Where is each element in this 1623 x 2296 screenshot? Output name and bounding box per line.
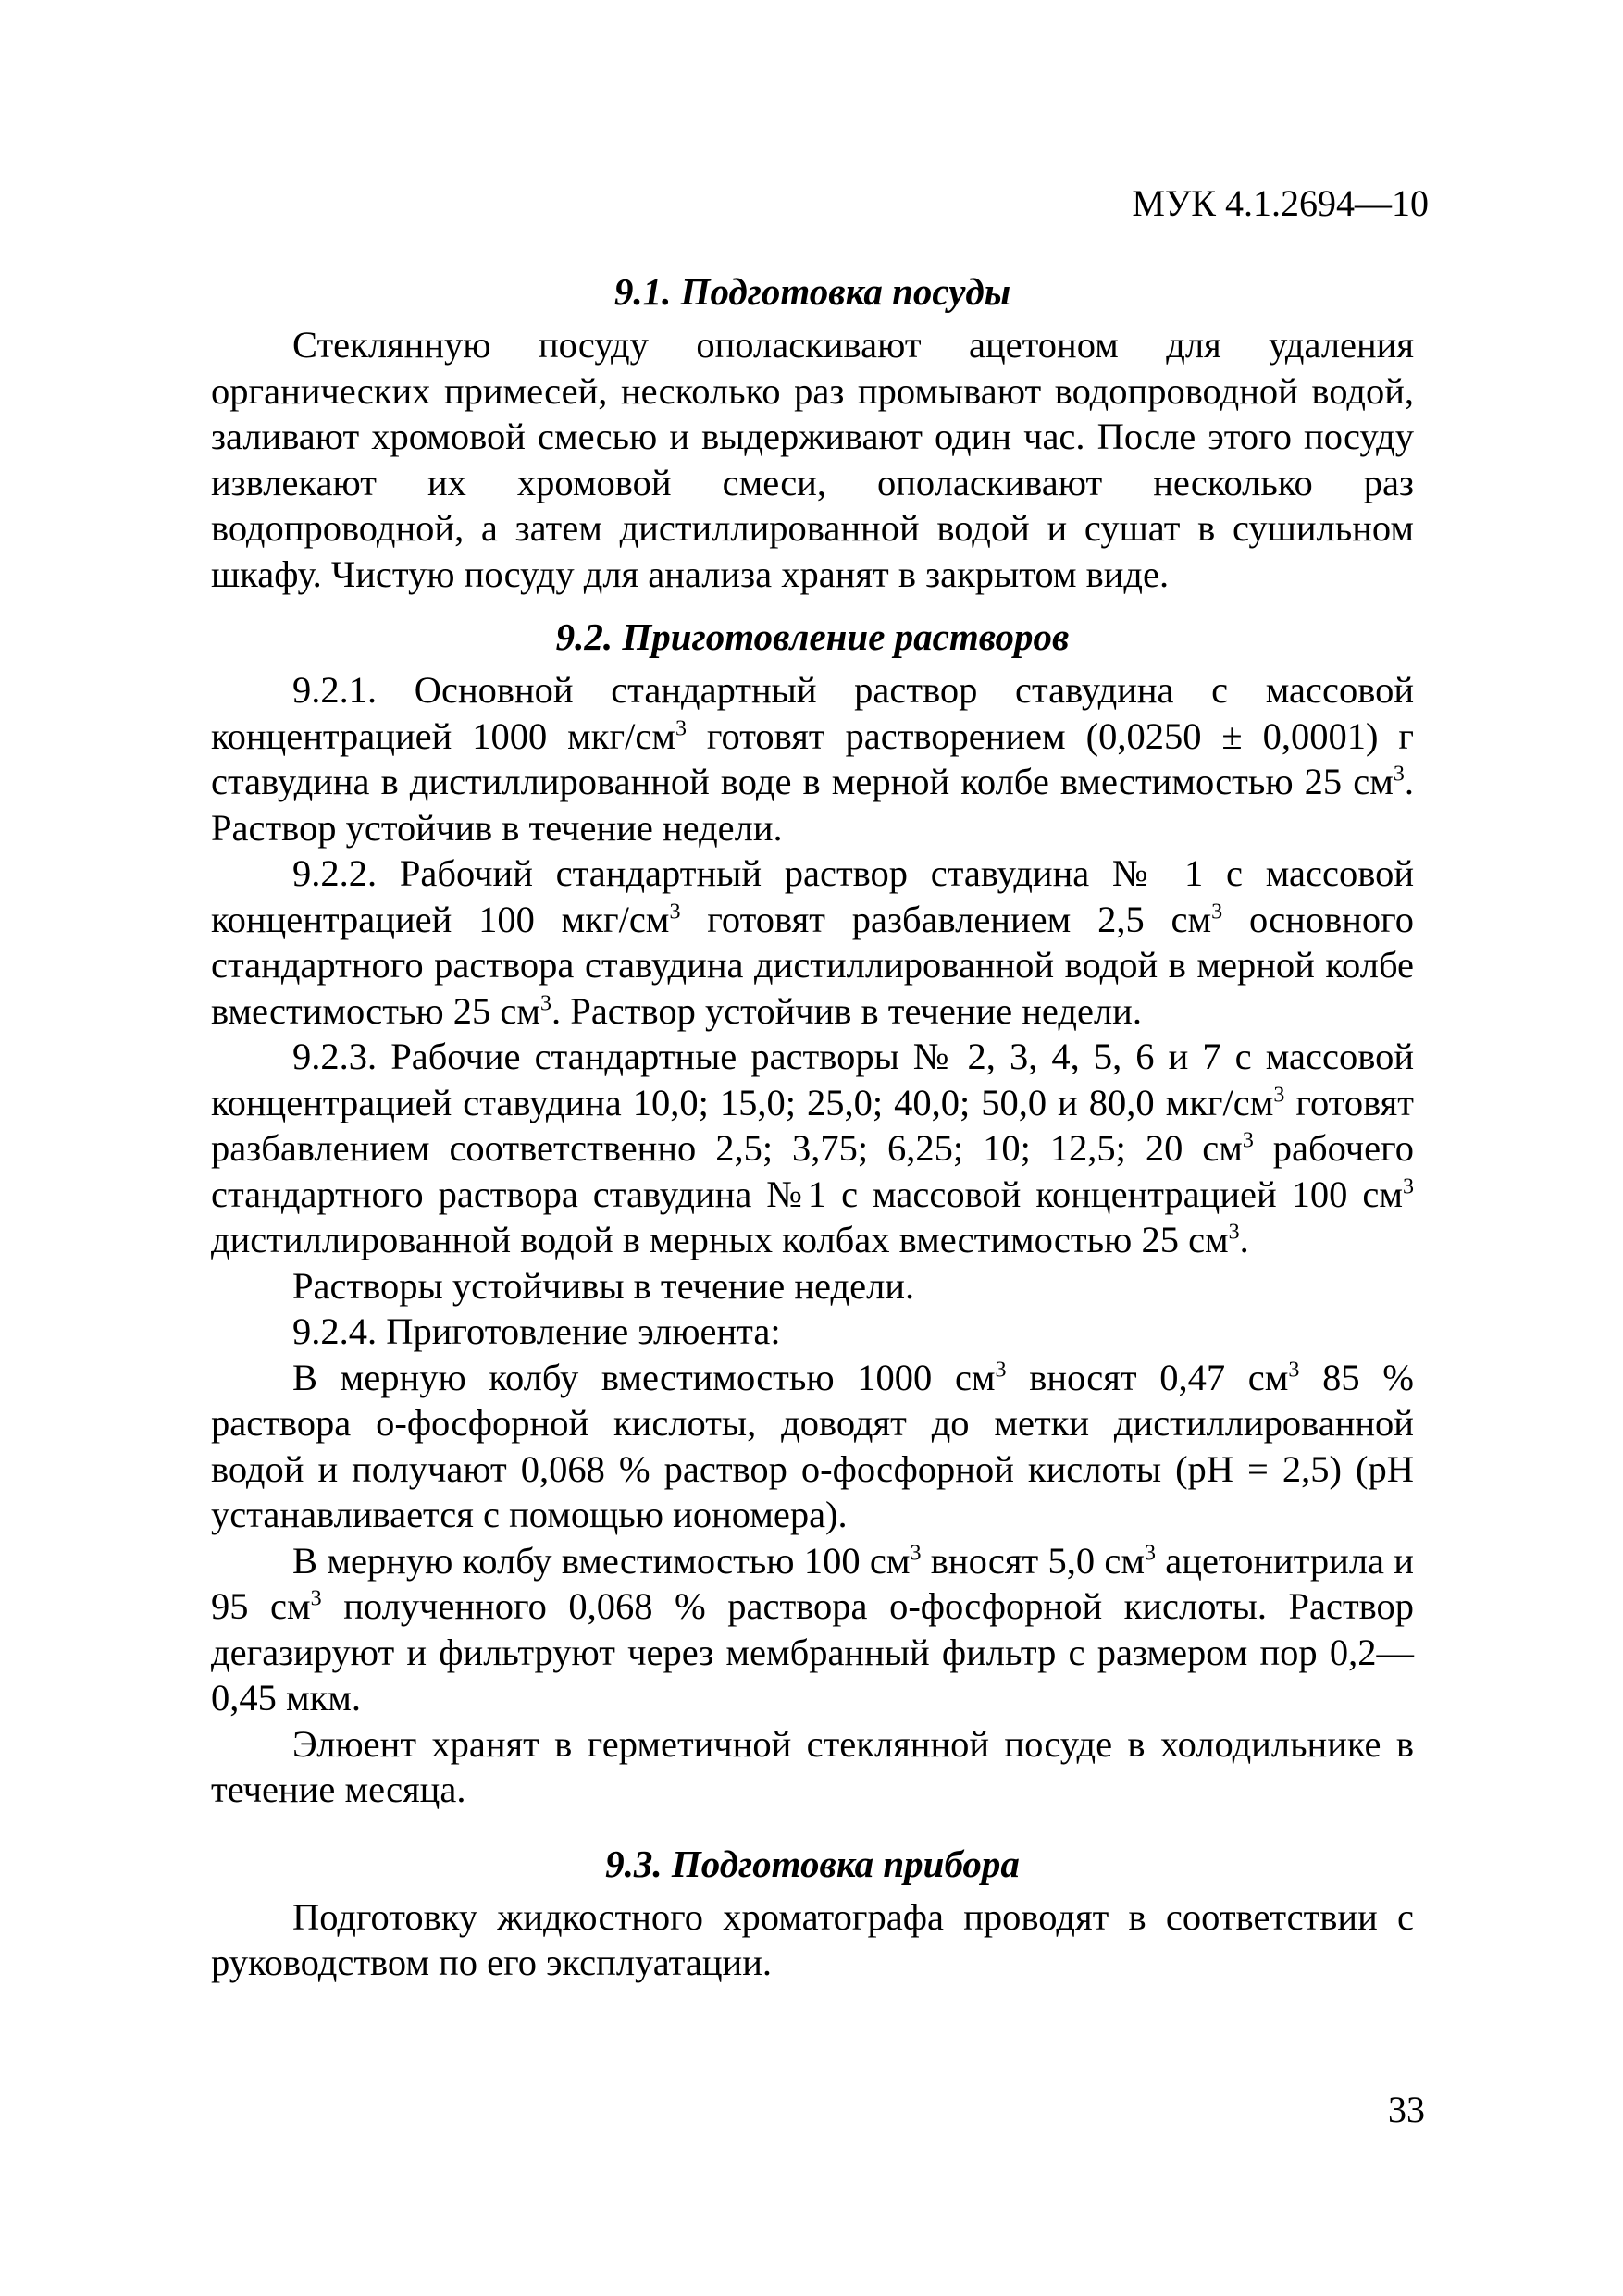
paragraph-9-2-3 bbox=[211, 1034, 1414, 1263]
superscript: 3 bbox=[1288, 1358, 1300, 1382]
text: готовят разбавлением 2,5 см bbox=[680, 898, 1212, 940]
superscript: 3 bbox=[1242, 1128, 1254, 1153]
text: вносят 0,47 см bbox=[1006, 1356, 1289, 1398]
paragraph-eluent-acid bbox=[211, 1355, 1414, 1538]
text: готовят растворением (0,0250 ± 0,0001) г ставудина в дистиллированной воде в мерной колбе вместимостью 25 см bbox=[211, 714, 1415, 802]
paragraph-stability: Растворы устойчивы в течение недели. bbox=[292, 1264, 915, 1307]
text: . Раствор устойчив в течение недели. bbox=[211, 761, 1414, 849]
text: 9.2.3. Рабочие стандартные растворы № 2, 3, 4, 5, 6 и 7 с массовой концентрацией ставудина 10,0; 15,0; 25,0; 40,0; 50,0 и 80,0 мкг/см bbox=[211, 1036, 1414, 1123]
paragraph-9-2-2 bbox=[211, 850, 1414, 1034]
text: готовят разбавлением соответственно 2,5; 3,75; 6,25; 10; 12,5; 20 см bbox=[211, 1081, 1414, 1169]
section-title-9-2: 9.2. Приготовление растворов bbox=[555, 615, 1070, 658]
text: . bbox=[1239, 1219, 1249, 1260]
paragraph-eluent-mix bbox=[211, 1538, 1414, 1721]
text: рабочего стандартного раствора ставудина №1 с массовой концентрацией 100 см bbox=[211, 1127, 1414, 1215]
superscript: 3 bbox=[669, 900, 681, 924]
paragraph-glassware: Стеклянную посуду ополаскивают ацетоном для удаления органических примесей, несколько раз промывают водопроводной водой, заливают хромовой смесью и выдерживают один час. После этого посуду извлекают их хромовой смеси, ополаскивают несколько раз водопроводной, а затем дистиллированной водой и сушат в сушильном шкафу. Чистую посуду для анализа хранят в закрытом виде. bbox=[211, 324, 1414, 595]
paragraph-instrument: Подготовку жидкостного хроматографа проводят в соответствии с руководством по его эксплуатации. bbox=[211, 1895, 1414, 1983]
superscript: 3 bbox=[310, 1586, 322, 1611]
section-title-9-1: 9.1. Подготовка посуды bbox=[613, 270, 1011, 313]
page-content bbox=[211, 268, 1414, 1986]
text: вносят 5,0 см bbox=[921, 1539, 1145, 1582]
text: дистиллированной водой в мерных колбах вместимостью 25 см bbox=[211, 1219, 1229, 1260]
text: В мерную колбу вместимостью 100 см bbox=[292, 1539, 911, 1582]
text: 85 % раствора о-фосфорной кислоты, доводят до метки дистиллированной водой и получают 0,068 % раствор о-фосфорной кислоты (рН = 2,5) (рН устанавливается с помощью иономера). bbox=[211, 1356, 1414, 1535]
paragraph-9-2-1 bbox=[211, 667, 1414, 850]
section-title-9-3: 9.3. Подготовка прибора bbox=[605, 1842, 1020, 1885]
text: полученного 0,068 % раствора о-фосфорной кислоты. Раствор дегазируют и фильтруют через мембранный фильтр с размером пор 0,2—0,45 мкм. bbox=[211, 1585, 1415, 1719]
superscript: 3 bbox=[675, 716, 687, 740]
superscript: 3 bbox=[1211, 900, 1223, 924]
page-number: 33 bbox=[1388, 2089, 1425, 2130]
superscript: 3 bbox=[1393, 762, 1405, 787]
superscript: 3 bbox=[1273, 1083, 1285, 1107]
superscript: 3 bbox=[910, 1541, 922, 1565]
text: основного стандартного раствора ставудина дистиллированной водой в мерной колбе вместимостью 25 см bbox=[211, 898, 1414, 1032]
superscript: 3 bbox=[1145, 1541, 1156, 1565]
superscript: 3 bbox=[1403, 1174, 1414, 1198]
superscript: 3 bbox=[1228, 1220, 1240, 1245]
text: 9.2.2. Рабочий стандартный раствор ставудина № 1 с массовой концентрацией 100 мкг/см bbox=[211, 852, 1414, 940]
text: ацетонитрила и 95 см bbox=[211, 1539, 1414, 1627]
paragraph-9-2-4: 9.2.4. Приготовление элюента: bbox=[292, 1310, 781, 1352]
document-code: МУК 4.1.2694—10 bbox=[1132, 182, 1429, 224]
text: . Раствор устойчив в течение недели. bbox=[551, 989, 1142, 1032]
superscript: 3 bbox=[995, 1358, 1007, 1382]
text: 9.2.1. Основной стандартный раствор ставудина с массовой концентрацией 1000 мкг/см bbox=[211, 669, 1414, 757]
paragraph-eluent-storage: Элюент хранят в герметичной стеклянной посуде в холодильнике в течение месяца. bbox=[211, 1722, 1414, 1810]
text: В мерную колбу вместимостью 1000 см bbox=[292, 1356, 996, 1398]
superscript: 3 bbox=[540, 991, 552, 1015]
